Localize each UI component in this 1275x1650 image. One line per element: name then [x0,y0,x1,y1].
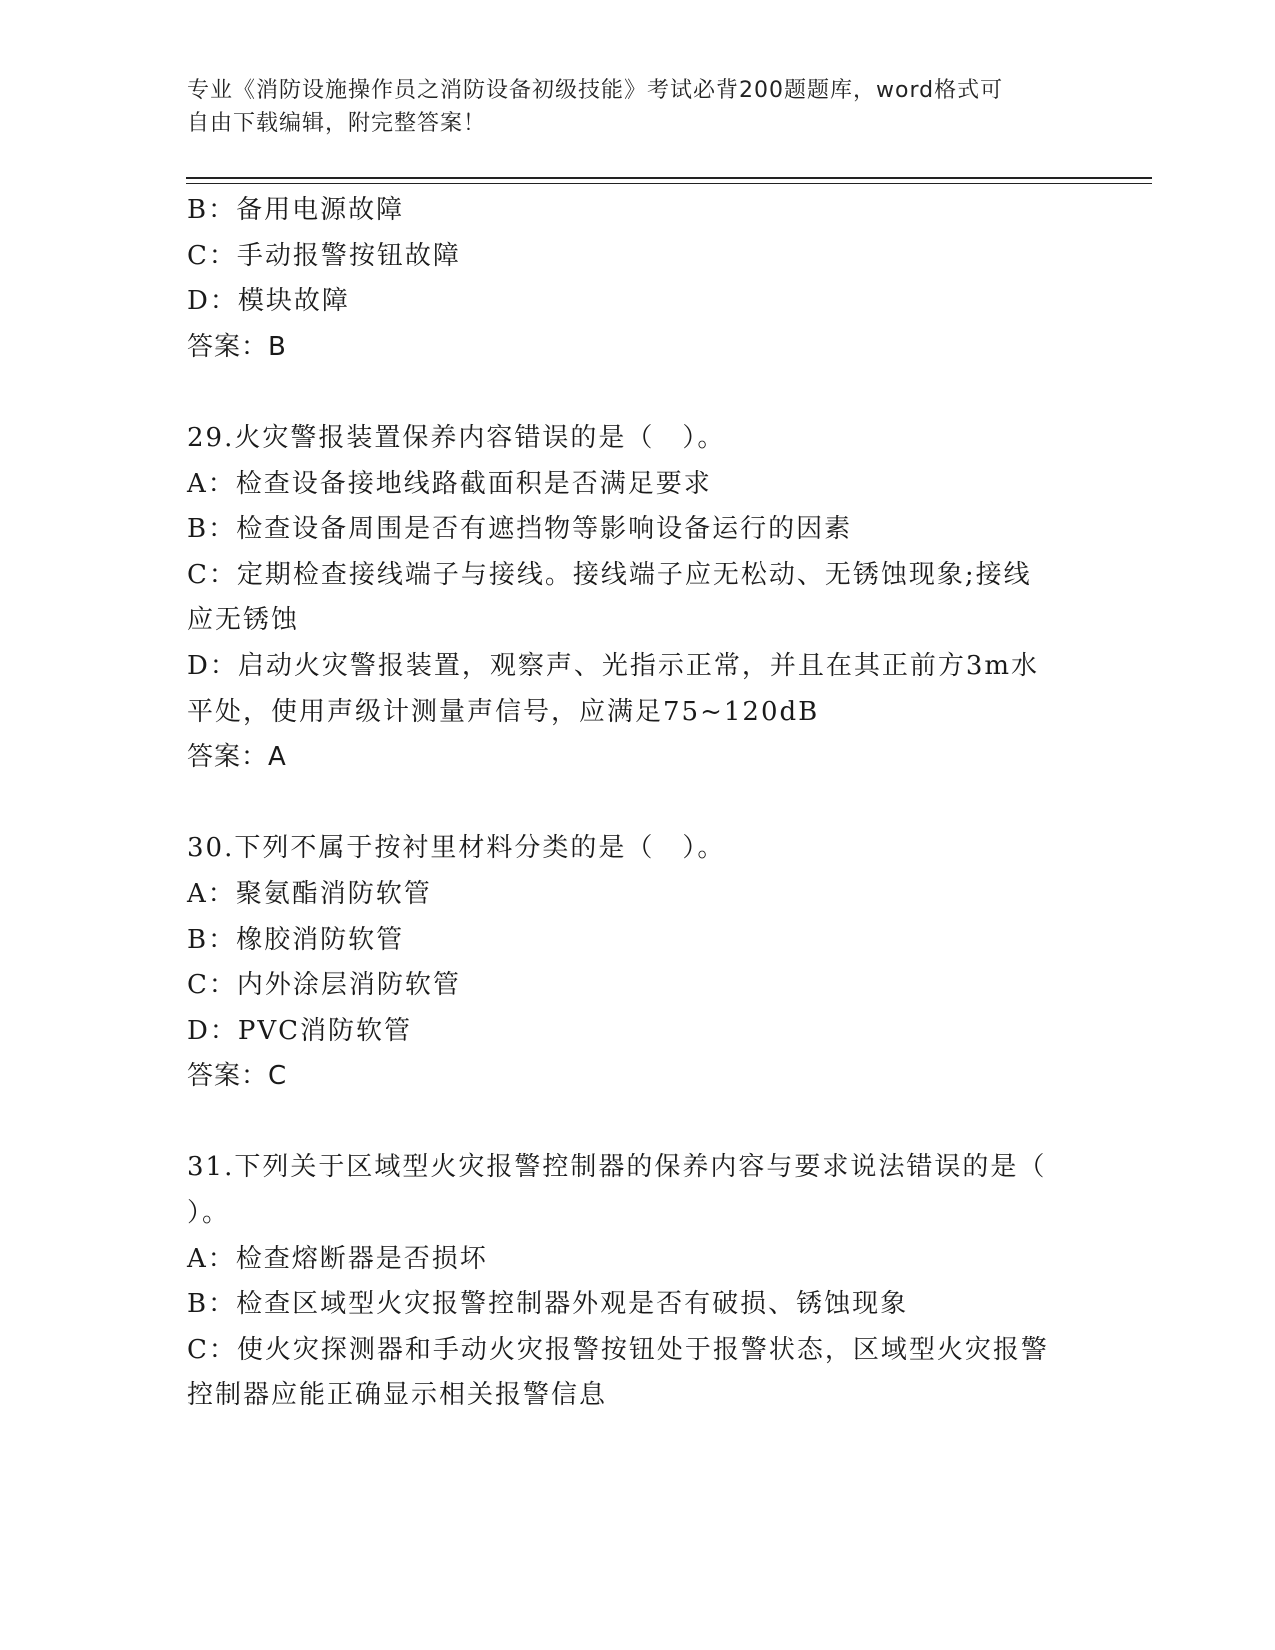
question-29 [187,416,1067,781]
answer-line: 答案：C [187,1061,288,1092]
option-c-continued: 控制器应能正确显示相关报警信息 [187,1380,608,1411]
option-a: A：检查设备接地线路截面积是否满足要求 [187,468,712,499]
question-stem: 29.火灾警报装置保养内容错误的是（ ）。 [187,422,726,453]
document-header [187,74,1067,140]
option-d: D：启动火灾警报装置，观察声、光指示正常，并且在其正前方3m水 [187,650,1040,681]
option-b: B：橡胶消防软管 [187,924,405,955]
answer-line: 答案：B [187,331,287,362]
option-c: C：手动报警按钮故障 [187,240,461,271]
answer-line: 答案：A [187,742,287,773]
spacer [187,1100,1067,1146]
option-d-continued: 平处，使用声级计测量声信号，应满足75~120dB [187,696,820,727]
option-c: C：定期检查接线端子与接线。接线端子应无松动、无锈蚀现象;接线 [187,559,1032,590]
question-28-tail [187,188,1067,370]
option-c: C：内外涂层消防软管 [187,970,461,1001]
header-divider-thin [186,183,1152,184]
option-d: D：模块故障 [187,286,350,317]
option-c: C：使火灾探测器和手动火灾报警按钮处于报警状态，区域型火灾报警 [187,1334,1049,1365]
question-stem: 30.下列不属于按衬里材料分类的是（ ）。 [187,833,726,864]
spacer [187,781,1067,827]
header-line-2: 自由下载编辑，附完整答案！ [187,111,487,136]
header-divider-thick [186,177,1152,179]
option-b: B：备用电源故障 [187,195,405,225]
option-b: B：检查区域型火灾报警控制器外观是否有破损、锈蚀现象 [187,1289,909,1320]
question-30 [187,826,1067,1100]
option-a: A：聚氨酯消防软管 [187,878,432,909]
option-a: A：检查熔断器是否损坏 [187,1243,488,1274]
question-stem-continued: ）。 [187,1198,231,1229]
option-c-continued: 应无锈蚀 [187,605,300,636]
header-line-1: 专业《消防设施操作员之消防设备初级技能》考试必背200题题库，word格式可 [187,78,1004,103]
option-b: B：检查设备周围是否有遮挡物等影响设备运行的因素 [187,514,853,545]
question-list [187,188,1067,1419]
question-stem: 31.下列关于区域型火灾报警控制器的保养内容与要求说法错误的是（ [187,1152,1047,1183]
option-d: D：PVC消防软管 [187,1015,413,1046]
question-31 [187,1145,1067,1419]
spacer [187,370,1067,416]
